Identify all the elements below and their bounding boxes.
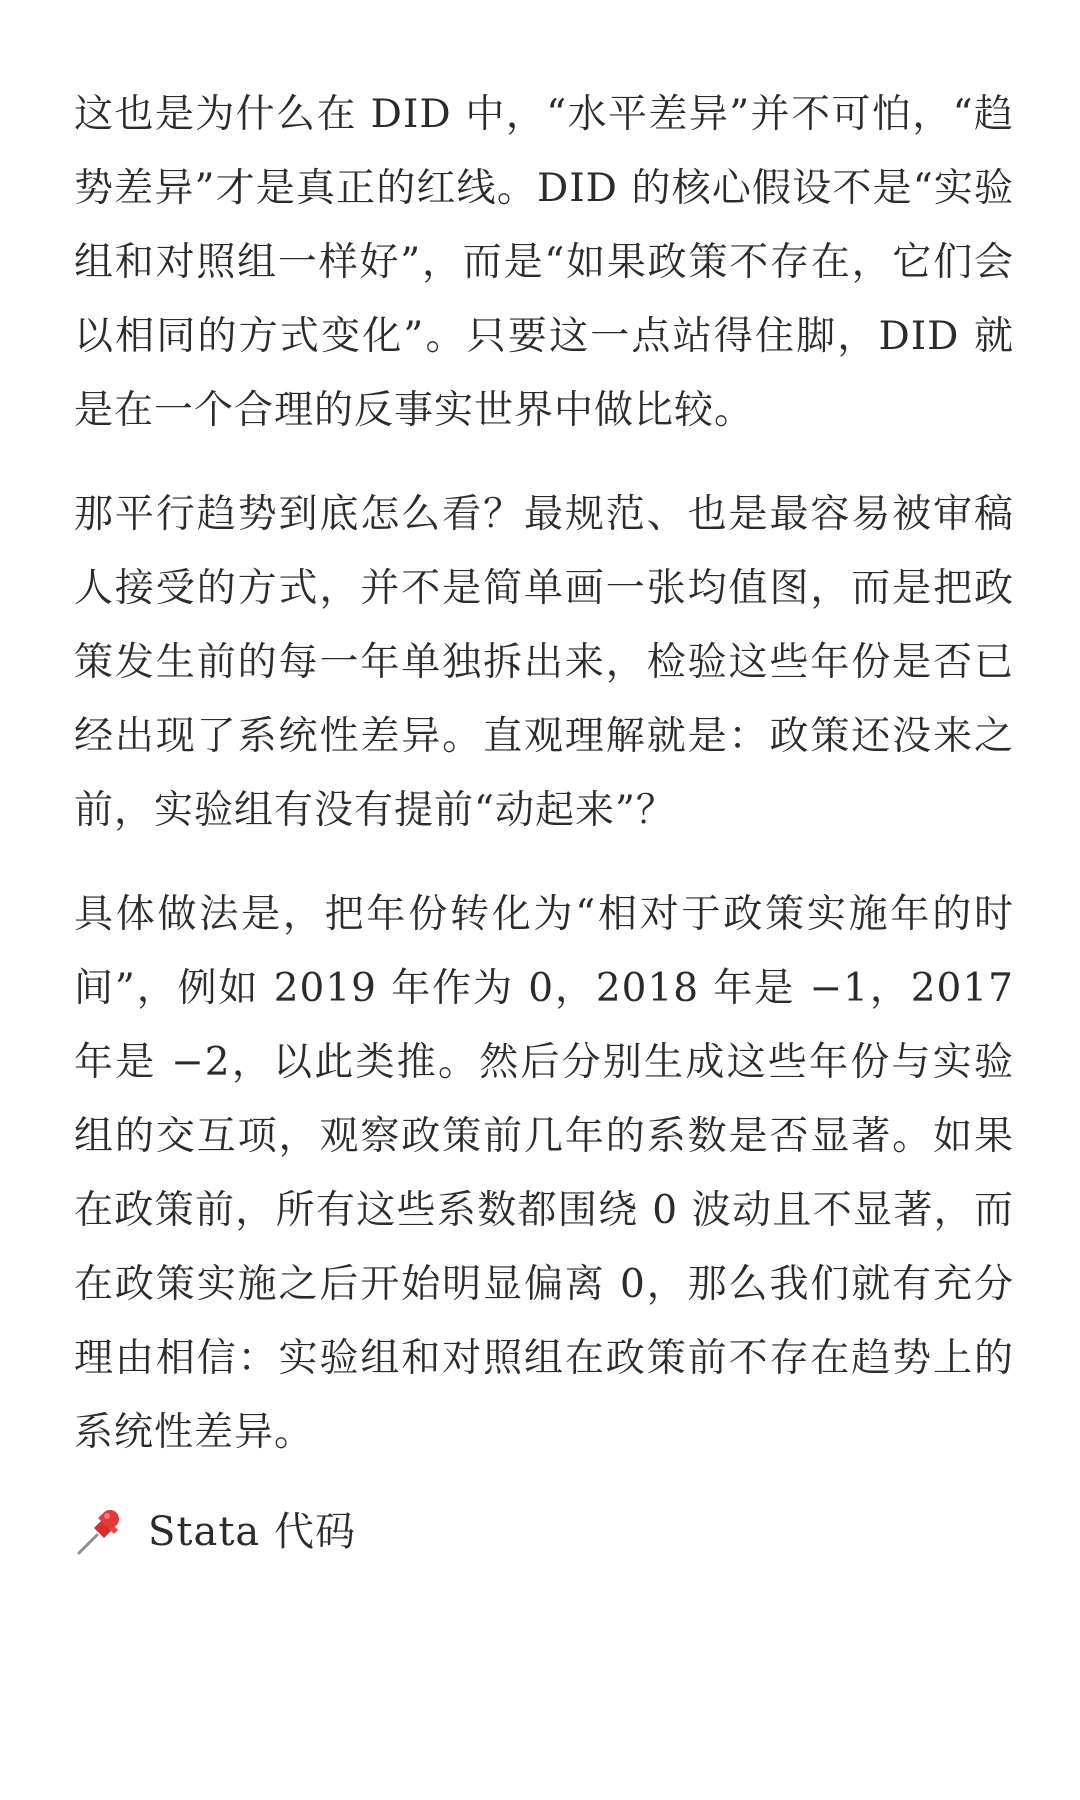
section-heading-label: Stata 代码 [148, 1509, 356, 1555]
section-heading-stata-code [74, 1500, 1014, 1564]
article-body [74, 78, 1014, 1564]
paragraph-did-intro: 这也是为什么在 DID 中，“水平差异”并不可怕，“趋势差异”才是真正的红线。DID 的核心假设不是“实验组和对照组一样好”，而是“如果政策不存在，它们会以相同的方式变化”。只要这一点站得住脚，DID 就是在一个合理的反事实世界中做比较。 [74, 92, 1014, 433]
paragraph-parallel-trend: 那平行趋势到底怎么看？最规范、也是最容易被审稿人接受的方式，并不是简单画一张均值图，而是把政策发生前的每一年单独拆出来，检验这些年份是否已经出现了系统性差异。直观理解就是：政策还没来之前，实验组有没有提前“动起来”？ [74, 492, 1014, 833]
pushpin-icon [74, 1506, 126, 1558]
paragraph-event-study-method: 具体做法是，把年份转化为“相对于政策实施年的时间”，例如 2019 年作为 0，2018 年是 −1，2017 年是 −2，以此类推。然后分别生成这些年份与实验组的交互项，观察政策前几年的系数是否显著。如果在政策前，所有这些系数都围绕 0 波动且不显著，而在政策实施之后开始明显偏离 0，那么我们就有充分理由相信：实验组和对照组在政策前不存在趋势上的系统性差异。 [74, 892, 1014, 1455]
